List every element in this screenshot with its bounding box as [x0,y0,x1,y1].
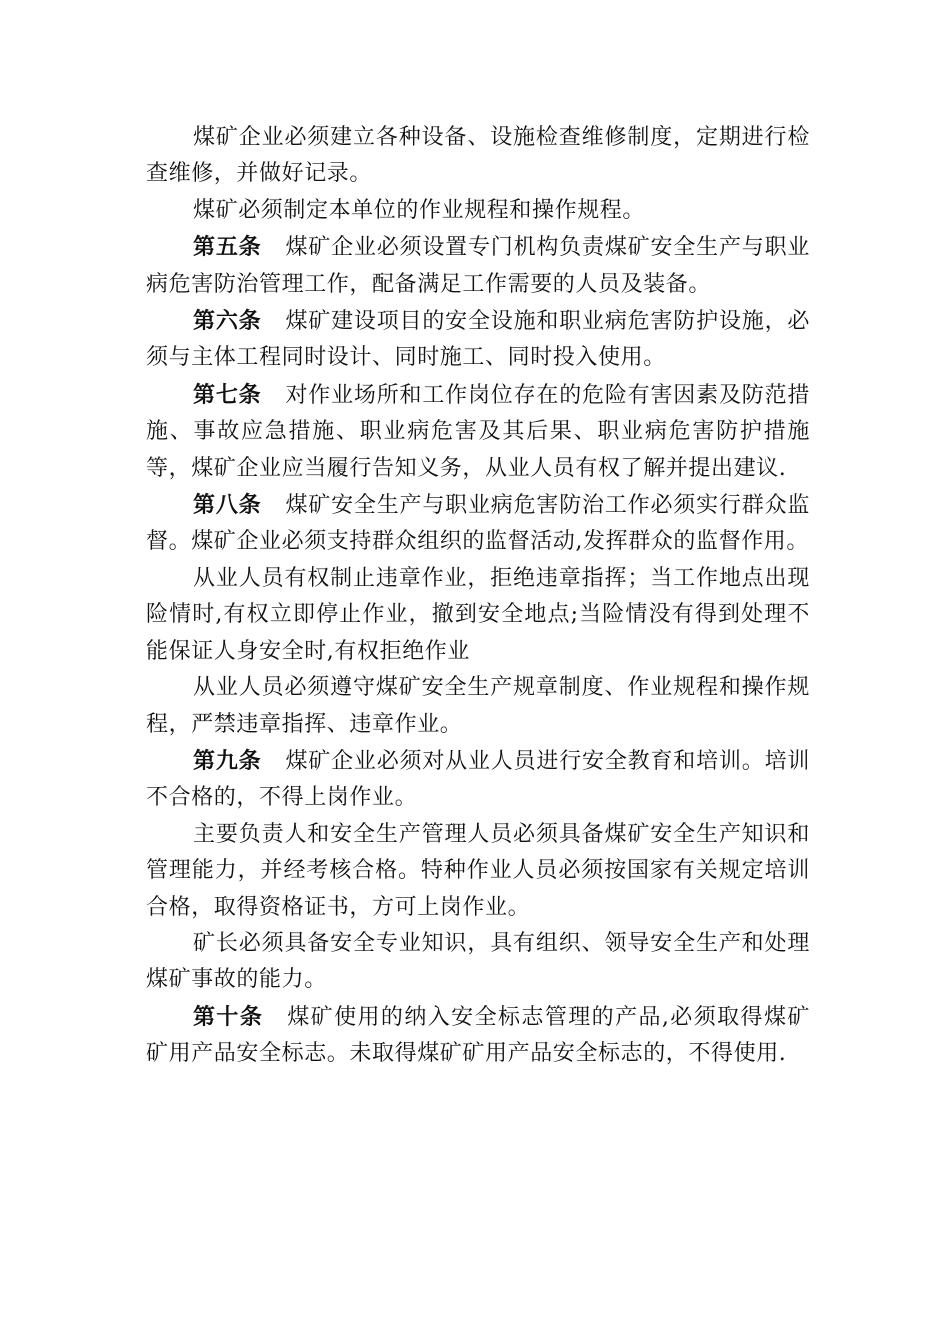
paragraph-text: 对作业场所和工作岗位存在的危险有害因素及防范措施、事故应急措施、职业病危害及其后果、职业病危害防护措施等，煤矿企业应当履行告知义务，从业人员有权了解并提出建议. [146,382,810,481]
document-body [146,120,810,1073]
paragraph [146,561,810,670]
paragraph [146,193,810,229]
paragraph [146,926,810,999]
article-number: 第五条 [193,234,262,261]
paragraph-text: 从业人员有权制止违章作业，拒绝违章指挥；当工作地点出现险情时,有权立即停止作业，撤到安全地点;当险情没有得到处理不能保证人身安全时,有权拒绝作业 [146,565,810,664]
paragraph [146,670,810,743]
article-number: 第九条 [193,747,262,774]
article-number: 第八条 [193,492,262,519]
paragraph-text: 煤矿必须制定本单位的作业规程和操作规程。 [193,197,646,223]
paragraph-text: 煤矿企业必须设置专门机构负责煤矿安全生产与职业病危害防治管理工作，配备满足工作需要的人员及装备。 [146,235,810,297]
paragraph-text: 煤矿企业必须对从业人员进行安全教育和培训。培训不合格的，不得上岗作业。 [146,748,810,811]
article-number: 第七条 [193,381,262,408]
article-number: 第十条 [193,1003,264,1030]
paragraph-text: 矿长必须具备安全专业知识，具有组织、领导安全生产和处理煤矿事故的能力。 [146,930,810,993]
article-number: 第六条 [193,308,262,335]
paragraph-text: 煤矿企业必须建立各种设备、设施检查维修制度，定期进行检查维修，并做好记录。 [146,125,810,187]
article-paragraph [146,743,810,817]
article-paragraph [146,377,810,487]
paragraph-text: 主要负责人和安全生产管理人员必须具备煤矿安全生产知识和管理能力，并经考核合格。特种作业人员必须按国家有关规定培训合格，取得资格证书，方可上岗作业。 [146,821,810,920]
paragraph-text: 煤矿安全生产与职业病危害防治工作必须实行群众监督。煤矿企业必须支持群众组织的监督活动,发挥群众的监督作用。 [146,493,810,555]
paragraph-text: 煤矿使用的纳入安全标志管理的产品,必须取得煤矿矿用产品安全标志。未取得煤矿矿用产品安全标志的，不得使用. [146,1004,810,1067]
article-paragraph [146,229,810,303]
article-paragraph [146,303,810,377]
paragraph [146,817,810,926]
paragraph-text: 从业人员必须遵守煤矿安全生产规章制度、作业规程和操作规程，严禁违章指挥、违章作业。 [146,675,810,737]
paragraph [146,120,810,193]
article-paragraph [146,487,810,561]
article-paragraph [146,999,810,1073]
paragraph-text: 煤矿建设项目的安全设施和职业病危害防护设施，必须与主体工程同时设计、同时施工、同时投入使用。 [146,309,810,371]
